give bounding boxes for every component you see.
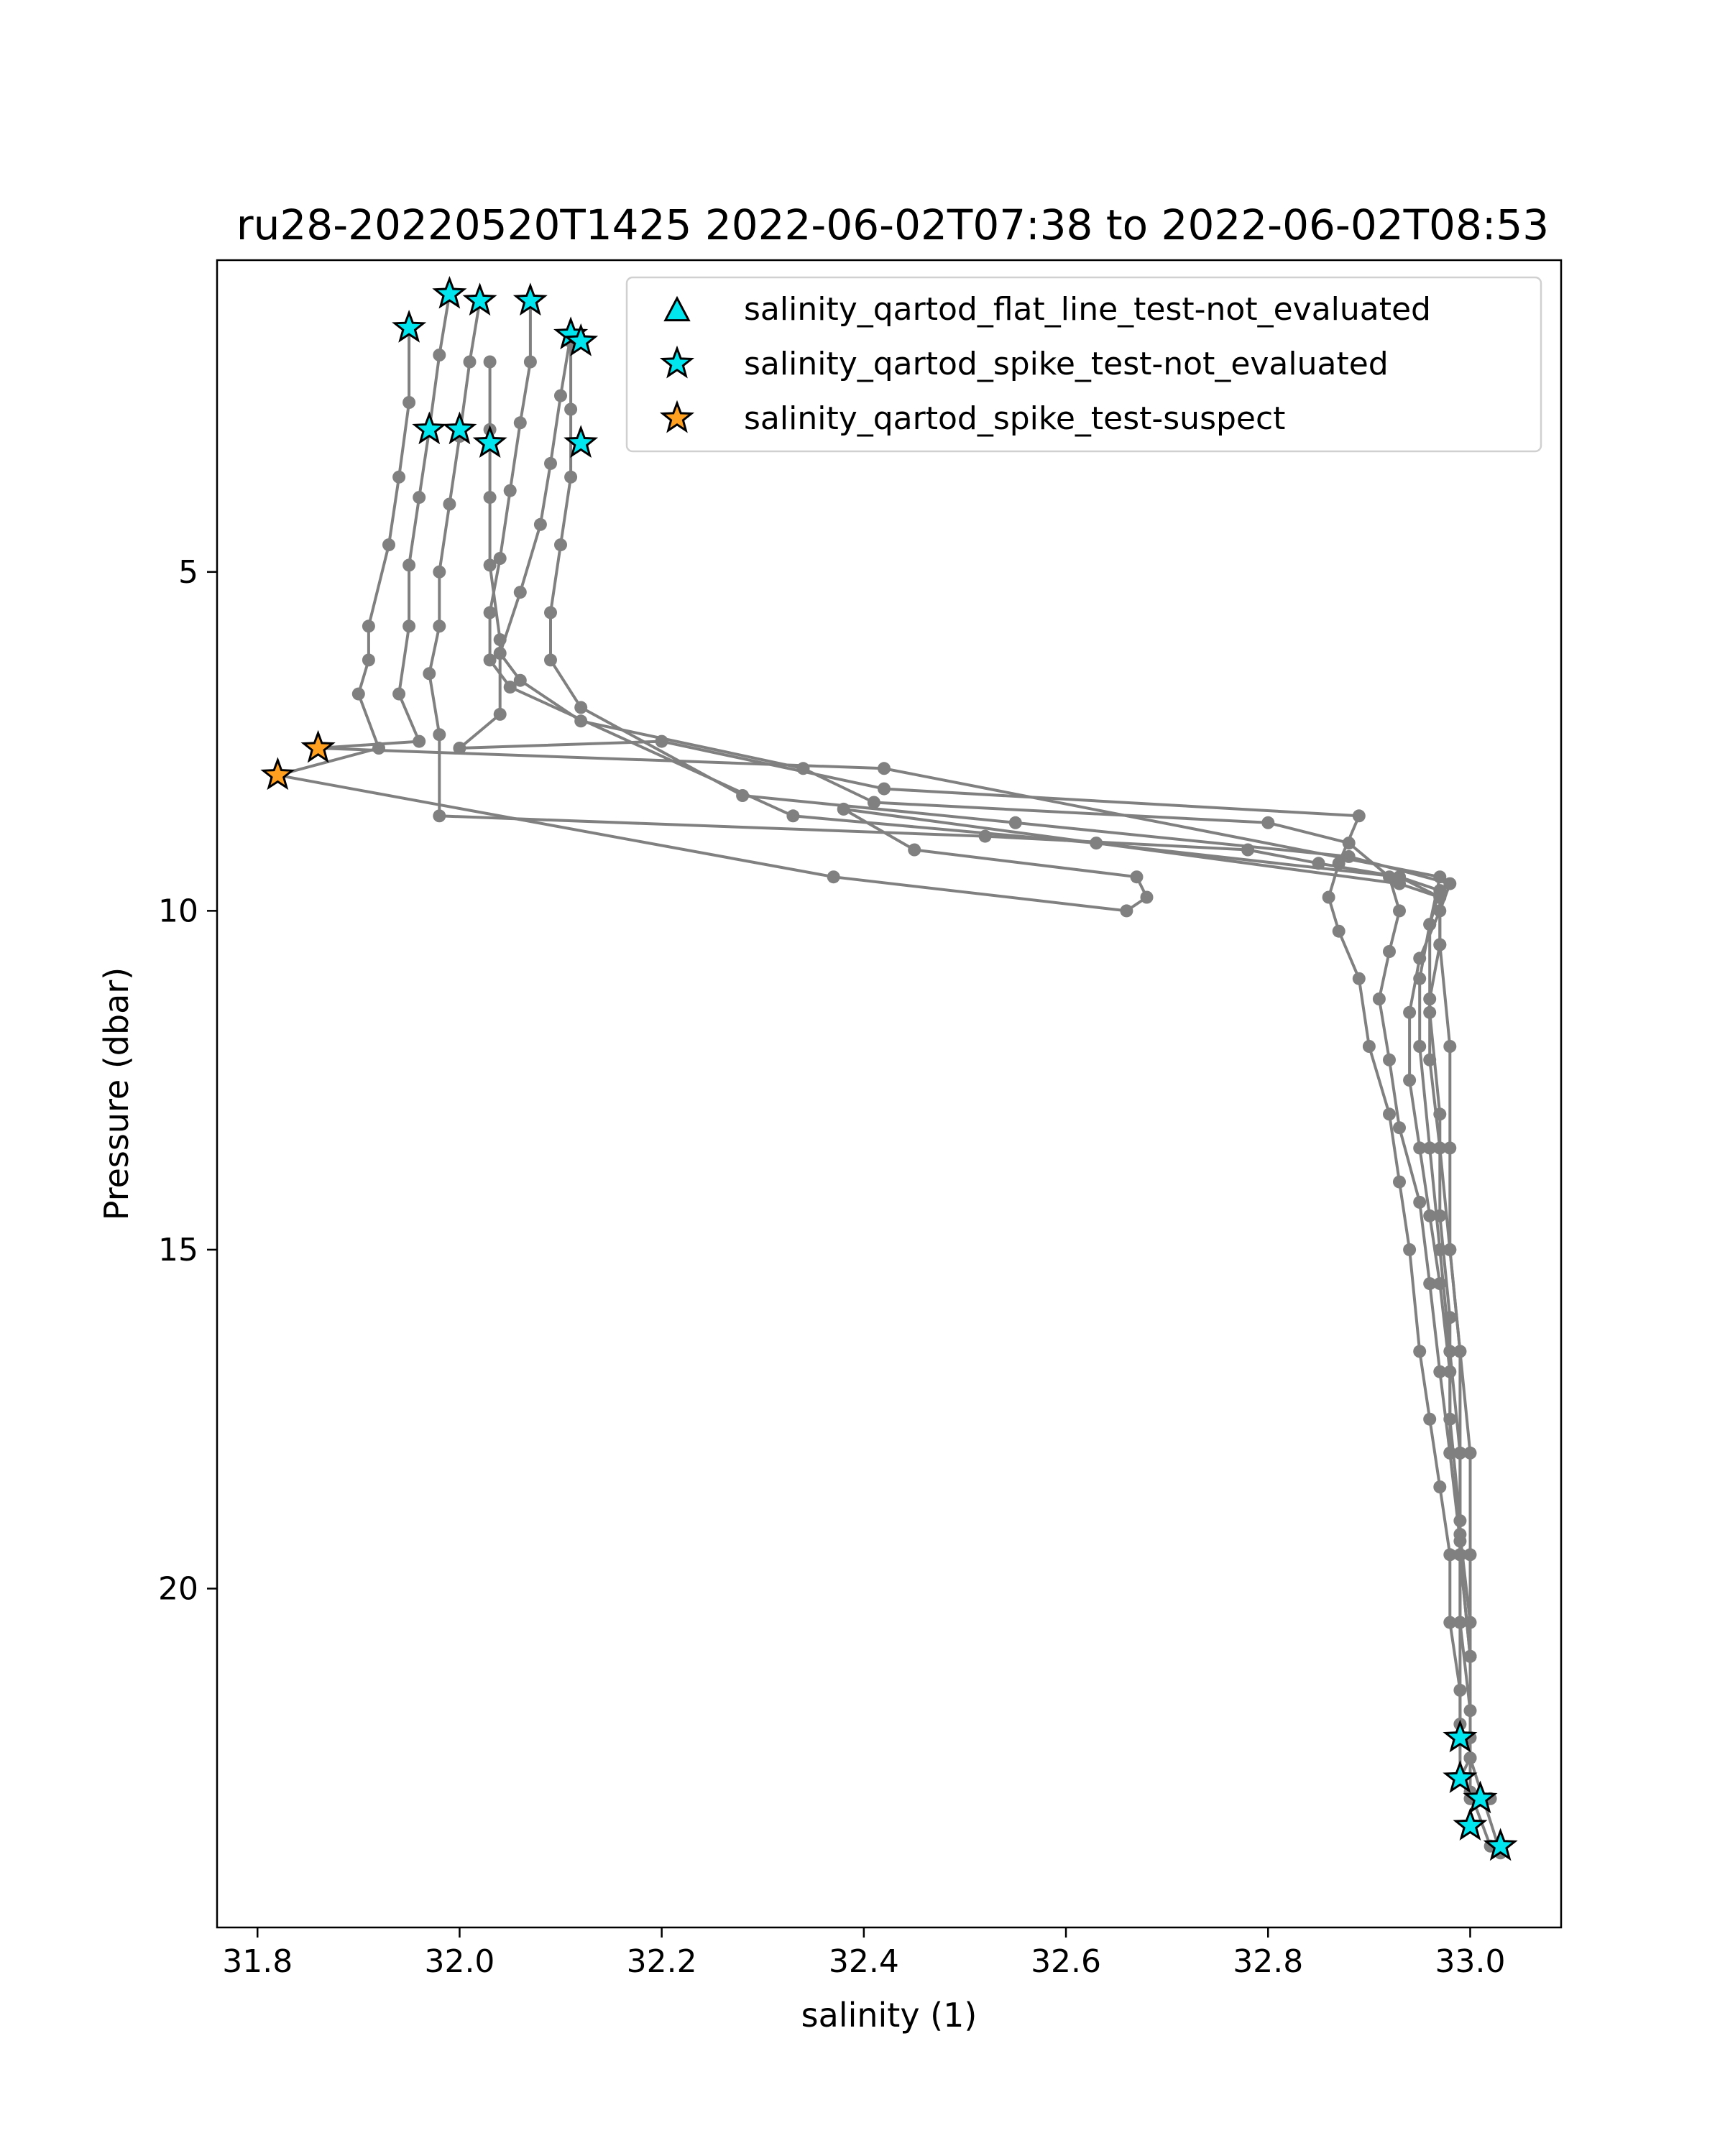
profile-point xyxy=(402,396,415,409)
profile-point xyxy=(554,390,567,402)
profile-point xyxy=(484,606,497,619)
chart-title: ru28-20220520T1425 2022-06-02T07:38 to 2022-06-02T08:53 xyxy=(236,201,1550,249)
profile-point xyxy=(1453,1528,1466,1541)
x-tick-label: 32.2 xyxy=(626,1943,697,1980)
y-axis-label: Pressure (dbar) xyxy=(97,967,136,1221)
profile-point xyxy=(1443,1040,1456,1053)
profile-point xyxy=(514,416,527,429)
profile-point xyxy=(1453,1345,1466,1358)
profile-point xyxy=(1413,1196,1426,1209)
profile-point xyxy=(1423,1413,1436,1426)
profile-point xyxy=(544,606,557,619)
profile-point xyxy=(1464,1751,1477,1764)
profile-point xyxy=(392,471,405,484)
profile-point xyxy=(1423,992,1436,1005)
profile-point xyxy=(1423,1210,1436,1222)
profile-point xyxy=(1343,850,1356,863)
profile-point xyxy=(1433,904,1446,917)
profile-point xyxy=(1333,925,1346,938)
y-tick-label: 5 xyxy=(178,553,198,591)
profile-point xyxy=(1090,837,1103,849)
x-tick-label: 32.6 xyxy=(1031,1943,1102,1980)
profile-point xyxy=(1343,837,1356,849)
profile-point xyxy=(1413,1040,1426,1053)
profile-point xyxy=(1383,1107,1396,1120)
profile-point xyxy=(1423,1054,1436,1067)
x-tick-label: 32.8 xyxy=(1233,1943,1304,1980)
profile-point xyxy=(1443,1548,1456,1561)
profile-point xyxy=(1464,1447,1477,1460)
profile-point xyxy=(1433,1277,1446,1290)
profile-point xyxy=(1433,939,1446,952)
profile-point xyxy=(453,742,466,755)
profile-point xyxy=(352,688,365,701)
profile-point xyxy=(402,619,415,632)
profile-point xyxy=(433,619,446,632)
profile-point xyxy=(1443,1447,1456,1460)
profile-point xyxy=(413,735,426,748)
profile-point xyxy=(1443,877,1456,890)
profile-point xyxy=(464,356,477,369)
y-tick-label: 20 xyxy=(158,1570,198,1608)
profile-point xyxy=(1464,1548,1477,1561)
profile-point xyxy=(1443,1243,1456,1256)
profile-point xyxy=(544,457,557,470)
profile-point xyxy=(433,809,446,822)
profile-point xyxy=(1141,891,1154,904)
profile-point xyxy=(1363,1040,1376,1053)
profile-point xyxy=(878,762,891,775)
profile-point xyxy=(433,349,446,361)
profile-point xyxy=(1383,945,1396,958)
profile-point xyxy=(392,688,405,701)
profile-point xyxy=(413,491,426,504)
profile-point xyxy=(514,674,527,687)
y-tick-label: 15 xyxy=(158,1231,198,1268)
y-tick-label: 10 xyxy=(158,893,198,930)
profile-point xyxy=(564,403,577,416)
profile-point xyxy=(797,762,810,775)
legend-label: salinity_qartod_spike_test-not_evaluated xyxy=(744,346,1389,382)
profile-point xyxy=(827,870,840,883)
profile-point xyxy=(1322,891,1335,904)
profile-point xyxy=(362,653,375,666)
profile-point xyxy=(433,728,446,741)
profile-point xyxy=(1131,870,1144,883)
profile-point xyxy=(494,552,507,565)
profile-point xyxy=(494,647,507,660)
profile-point xyxy=(402,558,415,571)
x-tick-label: 32.0 xyxy=(424,1943,495,1980)
profile-point xyxy=(1393,1176,1406,1189)
profile-point xyxy=(1373,992,1386,1005)
profile-point xyxy=(433,566,446,579)
profile-point xyxy=(878,783,891,796)
profile-point xyxy=(504,484,517,497)
profile-point xyxy=(1453,1684,1466,1697)
profile-point xyxy=(574,701,587,714)
x-tick-label: 32.4 xyxy=(828,1943,899,1980)
profile-point xyxy=(443,498,456,511)
profile-point xyxy=(362,619,375,632)
profile-point xyxy=(494,708,507,721)
profile-point xyxy=(1413,952,1426,964)
profile-point xyxy=(1383,870,1396,883)
profile-point xyxy=(1443,1365,1456,1378)
profile-point xyxy=(574,714,587,727)
profile-point xyxy=(1120,904,1133,917)
x-tick-label: 31.8 xyxy=(222,1943,293,1980)
profile-point xyxy=(1261,816,1274,829)
profile-point xyxy=(1383,1054,1396,1067)
profile-point xyxy=(1009,816,1022,829)
profile-point xyxy=(564,471,577,484)
profile-point xyxy=(423,667,436,680)
profile-point xyxy=(524,356,537,369)
profile-point xyxy=(908,844,921,857)
profile-point xyxy=(382,538,395,551)
profile-point xyxy=(1413,1141,1426,1154)
profile-point xyxy=(1393,1121,1406,1134)
legend-label: salinity_qartod_flat_line_test-not_evaluated xyxy=(744,291,1431,328)
profile-point xyxy=(534,518,547,531)
profile-point xyxy=(514,586,527,599)
profile-point xyxy=(1413,1345,1426,1358)
x-axis-label: salinity (1) xyxy=(801,1996,978,2035)
profile-point xyxy=(484,356,497,369)
profile-point xyxy=(786,809,799,822)
profile-point xyxy=(1403,1074,1416,1087)
profile-point xyxy=(1433,1141,1446,1154)
profile-point xyxy=(1353,972,1366,985)
profile-point xyxy=(1433,1480,1446,1493)
profile-point xyxy=(1353,809,1366,822)
profile-point xyxy=(544,653,557,666)
profile-point xyxy=(554,538,567,551)
profile-point xyxy=(1464,1616,1477,1629)
profile-point xyxy=(484,491,497,504)
profile-point xyxy=(1403,1243,1416,1256)
profile-point xyxy=(1403,1006,1416,1019)
x-tick-label: 33.0 xyxy=(1435,1943,1506,1980)
legend xyxy=(627,277,1541,451)
profile-point xyxy=(1393,904,1406,917)
legend-label: salinity_qartod_spike_test-suspect xyxy=(744,400,1286,437)
profile-point xyxy=(736,789,749,802)
